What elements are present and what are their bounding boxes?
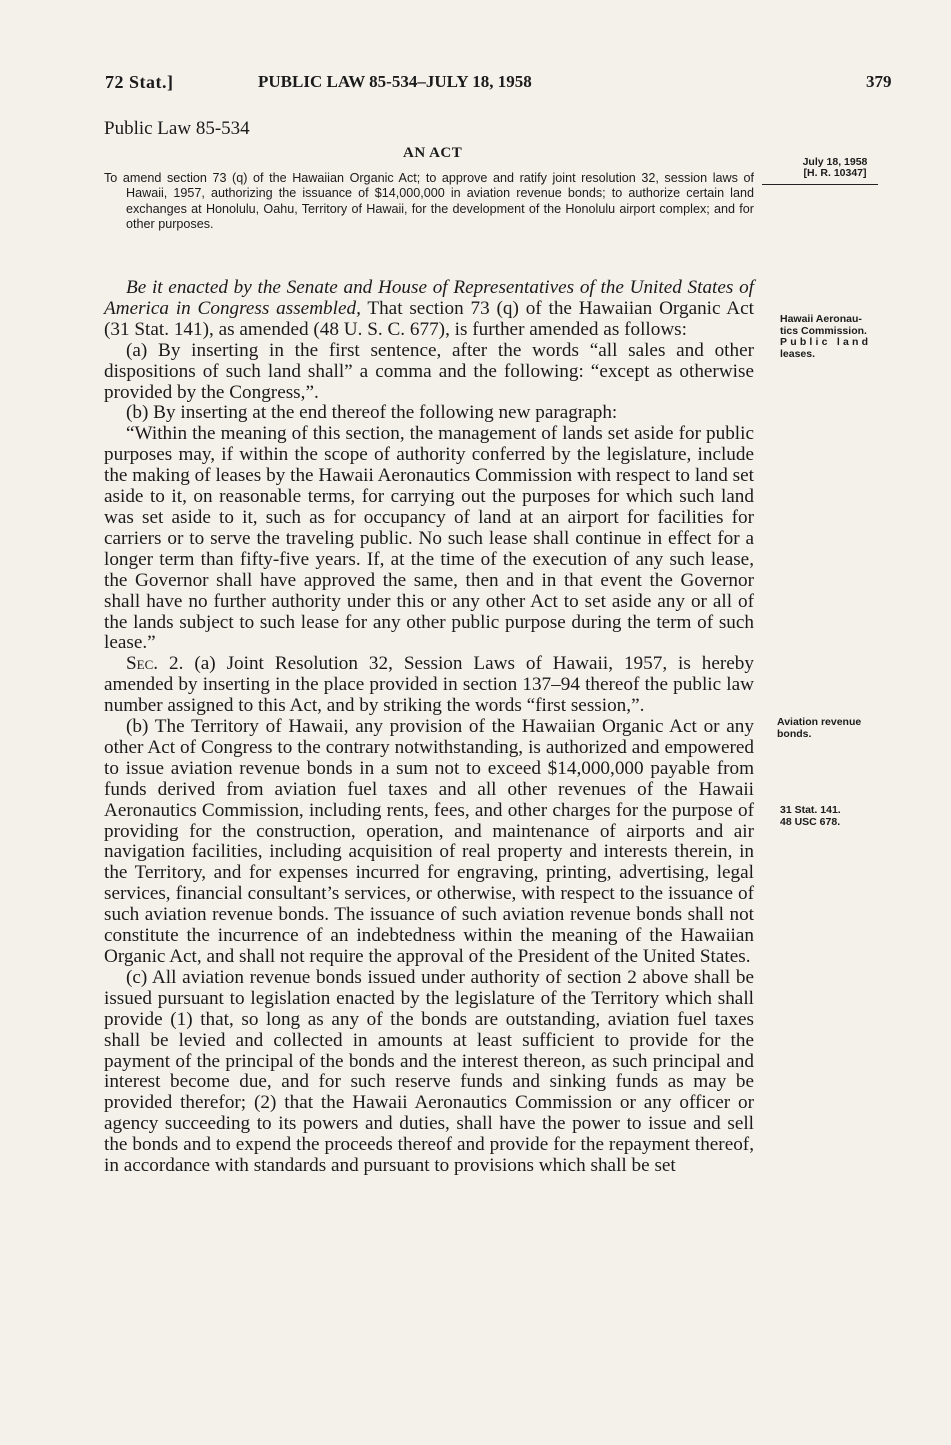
bill-number: [H. R. 10347] [803,167,867,179]
section-1-quoted-paragraph: “Within the meaning of this section, the management of lands set aside for public purposes may, if within the scope of authority conferred by the legislature, include the making of leases by the Hawaii Aeronautics Commission with respect to land set aside to it, on reasonable terms, for carrying out the purposes for which such land was set aside to it, such as for occupancy of land at an airport for facilities for carriers or to serve the traveling public. No such lease shall continue in effect for a longer term than fifty-five years. If, at the time of the execution of any such lease, the Governor shall have approved the same, then and in that event the Governor shall have no further authority under this or any other Act to set aside any or all of the lands subject to such lease for any other public purpose during the term of such lease.” [104,423,754,654]
margin-note-line: bonds. [777,727,812,740]
margin-note-bonds [777,717,861,740]
section-2-paragraph-c: (c) All aviation revenue bonds issued under authority of section 2 above shall be issued pursuant to legislation enacted by the legislature of the Territory which shall provide (1) that, so long as any of the bonds are outstanding, aviation fuel taxes shall be levied and collected in amounts at least sufficient to provide for the payment of the principal of the bonds and the interest thereon, as such principal and interest become due, and for such reserve funds and sinking funds as may be provided therefor; (2) that the Hawaii Aeronautics Commission or any officer or agency succeeding to its powers and duties, shall have the power to issue and sell the bonds and to expend the proceeds thereof and provide for the repayment thereof, in accordance with standards and pursuant to provisions which shall be set [104,966,754,1177]
section-1-paragraph-a: (a) By inserting in the first sentence, after the words “all sales and other dispositions of such land shall” a comma and the following: “except as otherwise provided by the Congress,”. [104,339,754,403]
public-law-title: Public Law 85-534 [104,118,250,139]
enacting-clause [104,278,754,341]
section-2-paragraph-b: (b) The Territory of Hawaii, any provision of the Hawaiian Organic Act or any other Act of Congress to the contrary notwithstanding, is authorized and empowered to issue aviation revenue bonds in a sum not to exceed $14,000,000 payable from funds derived from aviation fuel taxes and all other revenues of the Hawaii Aeronautics Commission, including rents, fees, and other charges for the purpose of providing for the construction, operation, and maintenance of airports and air navigation facilities, including acquisition of real property and interests therein, in the Territory, and for expenses incurred for engraving, printing, advertising, legal services, financial consultant’s services, or otherwise, with respect to the issuance of such aviation revenue bonds. The issuance of such aviation revenue bonds shall not constitute the incurrence of an indebtedness within the meaning of the Hawaiian Organic Act, and shall not require the approval of the President of the United States. [104,716,754,967]
margin-note-citation [780,805,841,828]
margin-note-line: 31 Stat. 141. [780,804,841,816]
act-purpose [104,171,754,233]
margin-note-line: Hawaii Aeronau- [780,313,862,325]
page-number: 379 [866,72,892,91]
margin-note-line: tics Commission. [780,324,867,337]
section-2-label: Sec. 2. [126,653,184,675]
running-title: PUBLIC LAW 85-534–JULY 18, 1958 [258,72,532,91]
section-1-paragraph-b: (b) By inserting at the end thereof the following new paragraph: [126,402,618,424]
purpose-text: To amend section 73 (q) of the Hawaiian Organic Act; to approve and ratify joint resolution 32, session laws of Hawaii, 1957, authorizing the issuance of $14,000,000 in aviation revenue bonds; to authorize certain land exchanges at Honolulu, Oahu, Territory of Hawaii, for the development of the Honolulu airport complex; and for other purposes. [104,171,754,232]
date-margin-note [790,157,880,179]
margin-note-line: Public land [780,336,872,348]
margin-note-line: 48 USC 678. [780,815,841,828]
enactment-date: July 18, 1958 [802,156,868,168]
margin-note-line: leases. [780,347,816,360]
act-body [104,278,754,1177]
enacting-formula: Be it enacted by the Senate and House of Representatives of the United States of America in Congress assembled, [104,277,754,319]
enacting-text: That section 73 (q) of the Hawaiian Organic Act (31 Stat. 141), as amended (48 U. S. C. 677), is further amended as follows: [104,297,754,340]
section-2-paragraph-a [104,654,754,717]
act-heading: AN ACT [403,145,463,161]
date-rule-divider [762,184,878,185]
margin-note-aeronautics [780,314,871,360]
margin-note-line: Aviation revenue [777,716,862,728]
volume-citation: 72 Stat.] [105,72,174,92]
section-2-a-text: (a) Joint Resolution 32, Session Laws of Hawaii, 1957, is hereby amended by inserting in the place provided in section 137–94 thereof the public law number assigned to this Act, and by striking the words “first session,”. [104,653,754,717]
